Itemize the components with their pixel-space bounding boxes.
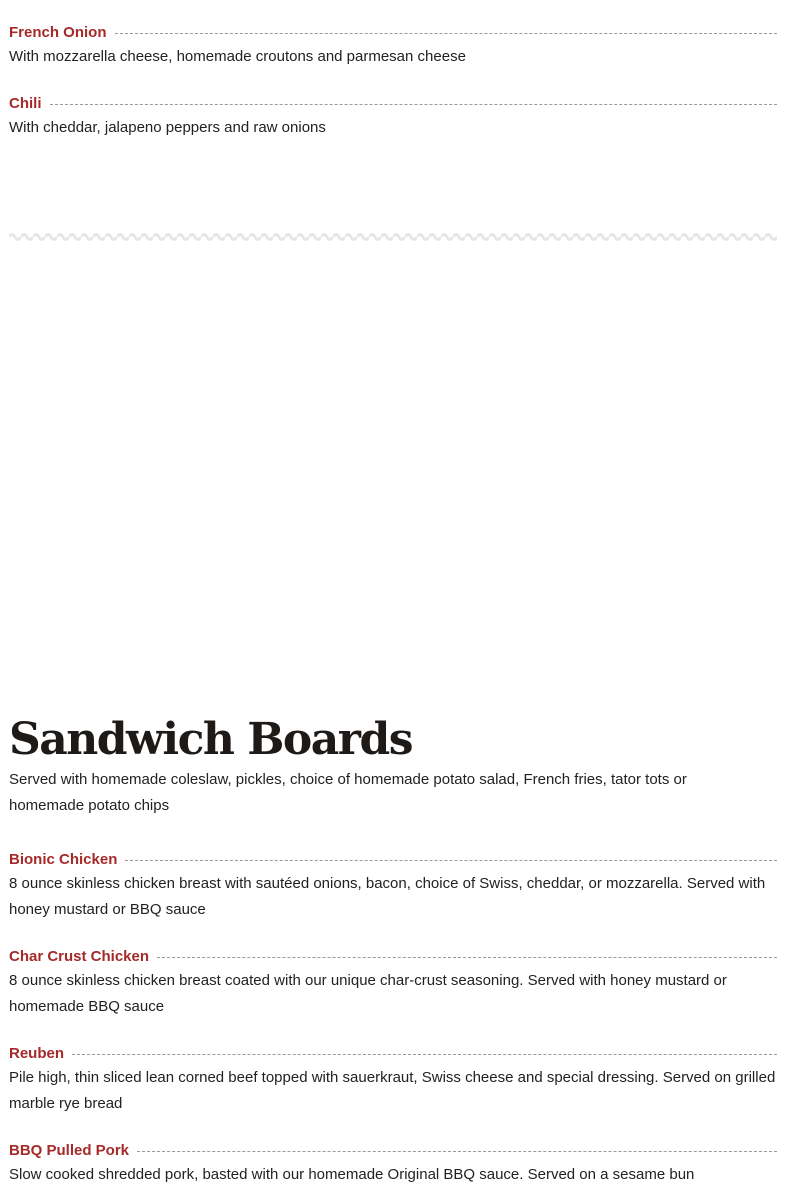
menu-item-header (9, 24, 777, 44)
menu-item-chili (9, 95, 777, 141)
dotted-leader (125, 860, 777, 861)
menu-item-header (9, 1045, 777, 1065)
menu-item-header (9, 948, 777, 968)
menu-item-french-onion (9, 24, 777, 70)
dotted-leader (50, 104, 778, 105)
menu-item-header (9, 95, 777, 115)
dotted-leader (115, 33, 778, 34)
menu-item-bbq-pulled-pork (9, 1142, 777, 1188)
section-title: Sandwich Boards (9, 714, 412, 765)
menu-item-bionic-chicken (9, 851, 777, 923)
menu-item-name: Char Crust Chicken (9, 948, 150, 965)
menu-item-header (9, 1142, 777, 1162)
dotted-leader (157, 957, 777, 958)
dotted-leader (72, 1054, 777, 1055)
menu-item-name: BBQ Pulled Pork (9, 1142, 130, 1159)
menu-item-description: Pile high, thin sliced lean corned beef topped with sauerkraut, Swiss cheese and special dressing. Served on grilled marble rye bread (9, 1069, 776, 1112)
menu-item-description: With mozzarella cheese, homemade croutons and parmesan cheese (9, 48, 466, 65)
menu-item-description: 8 ounce skinless chicken breast with sautéed onions, bacon, choice of Swiss, cheddar, or mozzarella. Served with honey mustard or BBQ sauce (9, 875, 766, 918)
dotted-leader (137, 1151, 777, 1152)
menu-item-name: Chili (9, 95, 42, 112)
section-intro: Served with homemade coleslaw, pickles, choice of homemade potato salad, French fries, tator tots or homemade potato chips (9, 771, 687, 814)
menu-item-char-crust-chicken (9, 948, 777, 1020)
menu-item-description: 8 ounce skinless chicken breast coated with our unique char-crust seasoning. Served with honey mustard or homemade BBQ sauce (9, 972, 727, 1015)
menu-item-reuben (9, 1045, 777, 1117)
menu-item-name: Bionic Chicken (9, 851, 118, 868)
menu-item-description: Slow cooked shredded pork, basted with our homemade Original BBQ sauce. Served on a sesame bun (9, 1166, 695, 1183)
menu-item-description: With cheddar, jalapeno peppers and raw onions (9, 119, 326, 136)
menu-item-name: Reuben (9, 1045, 65, 1062)
menu-item-header (9, 851, 777, 871)
menu-item-name: French Onion (9, 24, 107, 41)
wavy-divider (9, 229, 777, 243)
